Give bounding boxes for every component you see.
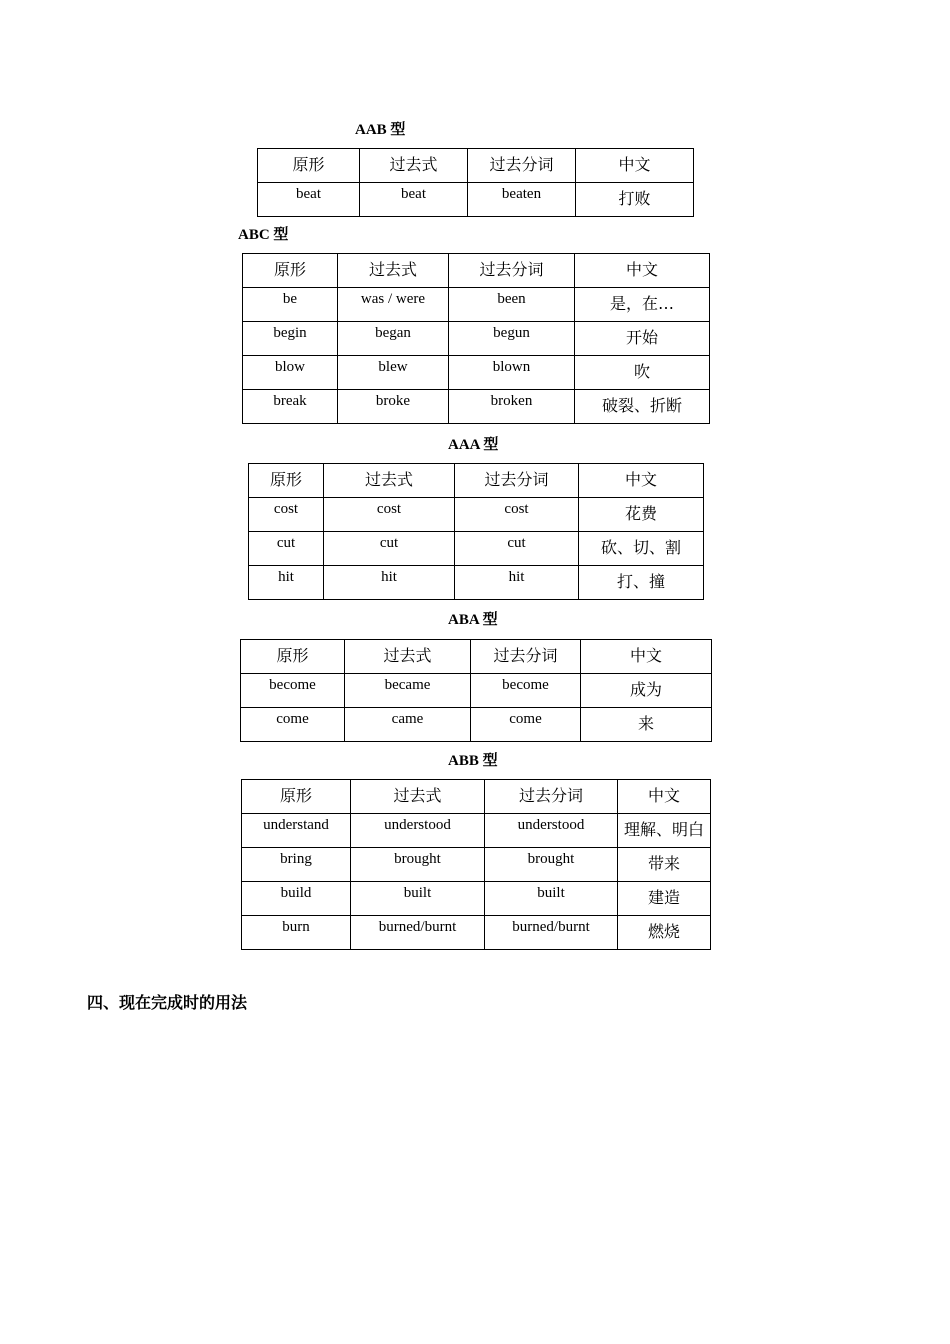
verb-table-aab bbox=[257, 148, 694, 217]
past-participle-cell: broken bbox=[449, 390, 575, 424]
chinese-meaning-cell: 建造 bbox=[618, 882, 711, 916]
base-form-cell: cost bbox=[249, 498, 324, 532]
chinese-meaning-cell: 打、撞 bbox=[579, 566, 704, 600]
base-form-cell: beat bbox=[258, 183, 360, 217]
table-row bbox=[249, 566, 704, 600]
past-tense-cell: beat bbox=[360, 183, 468, 217]
table-row bbox=[242, 814, 711, 848]
verb-table-abc bbox=[242, 253, 710, 424]
table-row bbox=[249, 498, 704, 532]
table-row bbox=[241, 708, 712, 742]
header-cell: 中文 bbox=[579, 464, 704, 498]
header-cell: 原形 bbox=[241, 640, 345, 674]
past-participle-cell: burned/burnt bbox=[485, 916, 618, 950]
base-form-cell: burn bbox=[242, 916, 351, 950]
header-cell: 原形 bbox=[243, 254, 338, 288]
section-heading: 四、现在完成时的用法 bbox=[87, 993, 248, 1012]
base-form-cell: bring bbox=[242, 848, 351, 882]
chinese-meaning-cell: 成为 bbox=[581, 674, 712, 708]
verb-table-abb bbox=[241, 779, 711, 950]
table-row bbox=[242, 882, 711, 916]
table-row bbox=[243, 288, 710, 322]
header-cell: 原形 bbox=[249, 464, 324, 498]
table-row bbox=[258, 183, 694, 217]
table-title-abc: ABC 型 bbox=[238, 227, 289, 243]
header-cell: 原形 bbox=[258, 149, 360, 183]
past-tense-cell: became bbox=[345, 674, 471, 708]
past-tense-cell: was / were bbox=[338, 288, 449, 322]
table-title-aab: AAB 型 bbox=[355, 122, 406, 138]
past-tense-cell: came bbox=[345, 708, 471, 742]
base-form-cell: understand bbox=[242, 814, 351, 848]
base-form-cell: cut bbox=[249, 532, 324, 566]
header-cell: 原形 bbox=[242, 780, 351, 814]
chinese-meaning-cell: 燃烧 bbox=[618, 916, 711, 950]
header-cell: 过去分词 bbox=[455, 464, 579, 498]
base-form-cell: begin bbox=[243, 322, 338, 356]
past-tense-cell: blew bbox=[338, 356, 449, 390]
table-title-aba: ABA 型 bbox=[448, 612, 498, 628]
header-cell: 过去式 bbox=[351, 780, 485, 814]
past-participle-cell: hit bbox=[455, 566, 579, 600]
table-header-row bbox=[249, 464, 704, 498]
past-tense-cell: burned/burnt bbox=[351, 916, 485, 950]
header-cell: 中文 bbox=[575, 254, 710, 288]
base-form-cell: become bbox=[241, 674, 345, 708]
past-tense-cell: understood bbox=[351, 814, 485, 848]
table-row bbox=[242, 848, 711, 882]
base-form-cell: hit bbox=[249, 566, 324, 600]
past-participle-cell: understood bbox=[485, 814, 618, 848]
table-row bbox=[249, 532, 704, 566]
past-tense-cell: cut bbox=[324, 532, 455, 566]
past-participle-cell: cut bbox=[455, 532, 579, 566]
chinese-meaning-cell: 带来 bbox=[618, 848, 711, 882]
past-tense-cell: broke bbox=[338, 390, 449, 424]
table-row bbox=[243, 322, 710, 356]
past-participle-cell: brought bbox=[485, 848, 618, 882]
header-cell: 过去式 bbox=[360, 149, 468, 183]
header-cell: 中文 bbox=[581, 640, 712, 674]
table-title-abb: ABB 型 bbox=[448, 753, 498, 769]
chinese-meaning-cell: 花费 bbox=[579, 498, 704, 532]
chinese-meaning-cell: 是，在… bbox=[575, 288, 710, 322]
base-form-cell: build bbox=[242, 882, 351, 916]
chinese-meaning-cell: 破裂、折断 bbox=[575, 390, 710, 424]
past-participle-cell: beaten bbox=[468, 183, 576, 217]
past-participle-cell: become bbox=[471, 674, 581, 708]
table-row bbox=[242, 916, 711, 950]
past-tense-cell: cost bbox=[324, 498, 455, 532]
table-title-aaa: AAA 型 bbox=[448, 437, 499, 453]
past-participle-cell: blown bbox=[449, 356, 575, 390]
past-tense-cell: brought bbox=[351, 848, 485, 882]
base-form-cell: be bbox=[243, 288, 338, 322]
table-header-row bbox=[241, 640, 712, 674]
header-cell: 中文 bbox=[576, 149, 694, 183]
chinese-meaning-cell: 吹 bbox=[575, 356, 710, 390]
chinese-meaning-cell: 理解、明白 bbox=[618, 814, 711, 848]
base-form-cell: break bbox=[243, 390, 338, 424]
header-cell: 过去分词 bbox=[468, 149, 576, 183]
past-participle-cell: come bbox=[471, 708, 581, 742]
past-tense-cell: hit bbox=[324, 566, 455, 600]
table-header-row bbox=[258, 149, 694, 183]
header-cell: 过去式 bbox=[345, 640, 471, 674]
chinese-meaning-cell: 来 bbox=[581, 708, 712, 742]
header-cell: 过去分词 bbox=[449, 254, 575, 288]
chinese-meaning-cell: 砍、切、割 bbox=[579, 532, 704, 566]
table-row bbox=[243, 390, 710, 424]
header-cell: 中文 bbox=[618, 780, 711, 814]
table-header-row bbox=[243, 254, 710, 288]
header-cell: 过去式 bbox=[338, 254, 449, 288]
table-header-row bbox=[242, 780, 711, 814]
verb-table-aba bbox=[240, 639, 712, 742]
table-row bbox=[241, 674, 712, 708]
past-participle-cell: cost bbox=[455, 498, 579, 532]
past-tense-cell: built bbox=[351, 882, 485, 916]
past-participle-cell: built bbox=[485, 882, 618, 916]
past-participle-cell: been bbox=[449, 288, 575, 322]
chinese-meaning-cell: 打败 bbox=[576, 183, 694, 217]
past-participle-cell: begun bbox=[449, 322, 575, 356]
header-cell: 过去分词 bbox=[485, 780, 618, 814]
header-cell: 过去式 bbox=[324, 464, 455, 498]
past-tense-cell: began bbox=[338, 322, 449, 356]
base-form-cell: blow bbox=[243, 356, 338, 390]
table-row bbox=[243, 356, 710, 390]
chinese-meaning-cell: 开始 bbox=[575, 322, 710, 356]
base-form-cell: come bbox=[241, 708, 345, 742]
header-cell: 过去分词 bbox=[471, 640, 581, 674]
verb-table-aaa bbox=[248, 463, 704, 600]
